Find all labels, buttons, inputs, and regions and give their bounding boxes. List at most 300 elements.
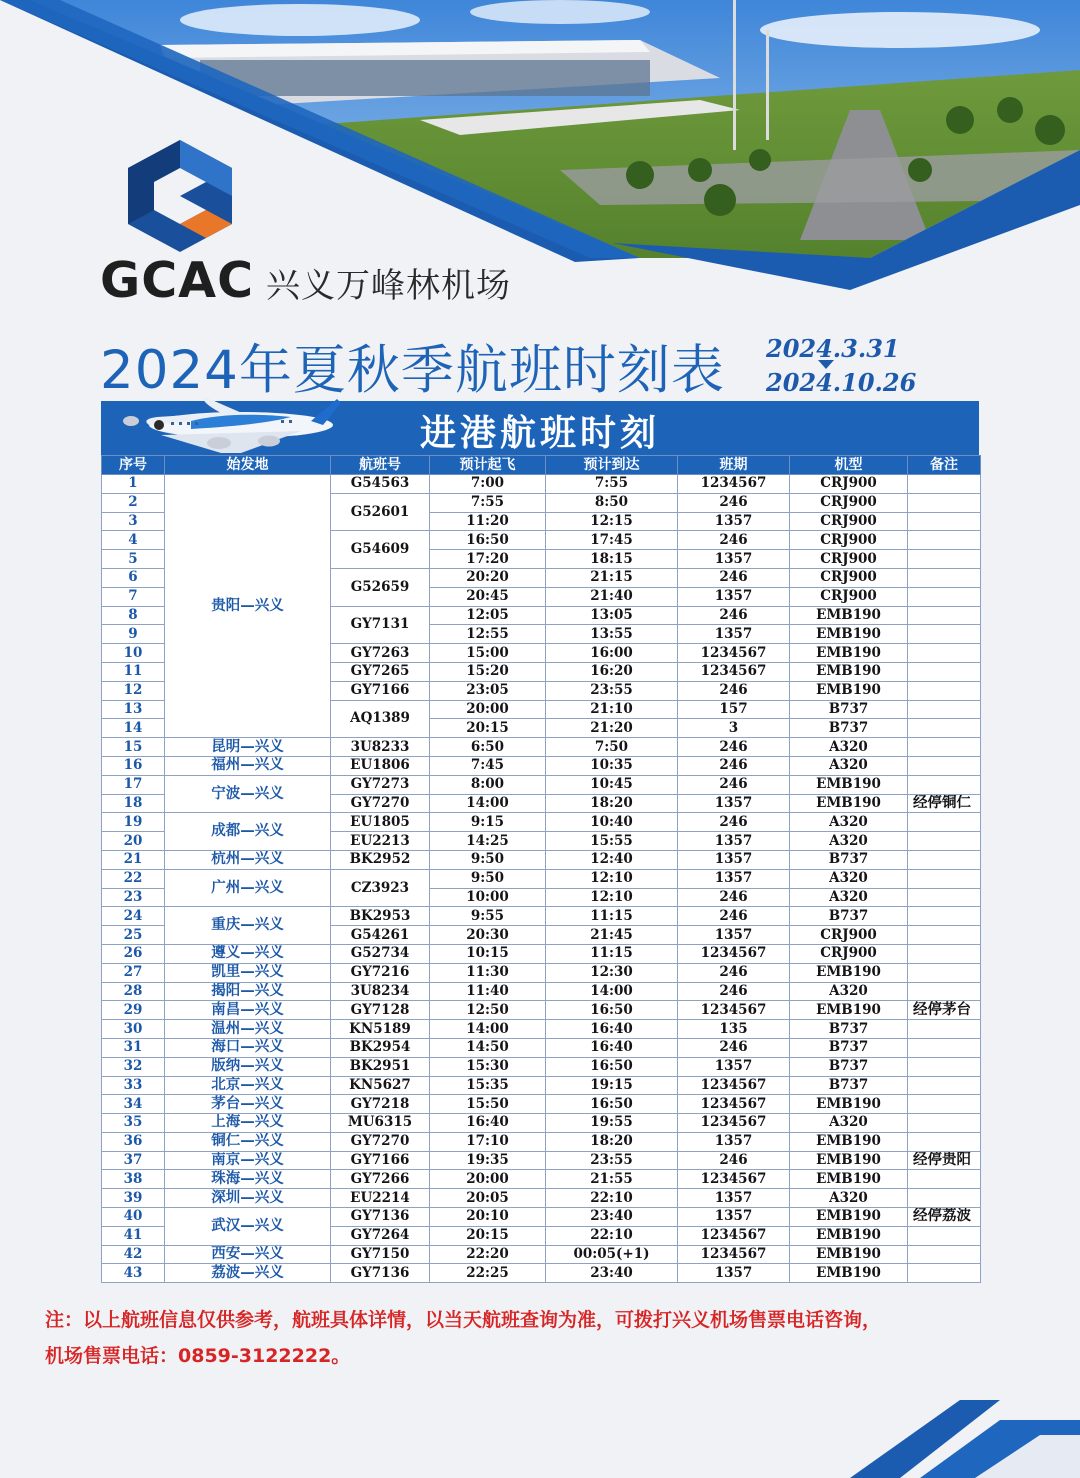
- cell-remark: [908, 850, 981, 869]
- cell-departure-time: 12:50: [430, 1001, 546, 1020]
- cell-seq: 37: [102, 1151, 165, 1170]
- cell-seq: 27: [102, 963, 165, 982]
- table-row: [102, 982, 981, 1001]
- cell-aircraft: CRJ900: [790, 568, 908, 587]
- cell-departure-time: 7:00: [430, 475, 546, 494]
- cell-remark: [908, 587, 981, 606]
- cell-origin: 茅台—兴义: [165, 1095, 331, 1114]
- cell-origin: 珠海—兴义: [165, 1170, 331, 1189]
- cell-schedule-days: 246: [678, 568, 790, 587]
- cell-seq: 38: [102, 1170, 165, 1189]
- cell-arrival-time: 22:10: [546, 1226, 678, 1245]
- cell-arrival-time: 12:10: [546, 888, 678, 907]
- cell-schedule-days: 246: [678, 606, 790, 625]
- cell-departure-time: 14:00: [430, 1020, 546, 1039]
- cell-seq: 28: [102, 982, 165, 1001]
- table-row: [102, 1095, 981, 1114]
- flight-schedule-table: [101, 455, 981, 1283]
- column-header: 始发地: [165, 456, 331, 475]
- cell-schedule-days: 246: [678, 738, 790, 757]
- cell-remark: [908, 531, 981, 550]
- cell-origin: 遵义—兴义: [165, 944, 331, 963]
- table-title: 进港航班时刻: [419, 413, 660, 454]
- cell-aircraft: CRJ900: [790, 587, 908, 606]
- cell-departure-time: 14:50: [430, 1038, 546, 1057]
- cell-departure-time: 9:50: [430, 850, 546, 869]
- cell-remark: [908, 832, 981, 851]
- cell-flight-number: GY7264: [331, 1226, 430, 1245]
- cell-aircraft: EMB190: [790, 681, 908, 700]
- cell-aircraft: EMB190: [790, 1170, 908, 1189]
- table-row: [102, 1076, 981, 1095]
- cell-flight-number: EU2214: [331, 1189, 430, 1208]
- cell-arrival-time: 23:55: [546, 1151, 678, 1170]
- cell-remark: [908, 944, 981, 963]
- cell-remark: [908, 1132, 981, 1151]
- cell-remark: [908, 512, 981, 531]
- cell-remark: 经停贵阳: [908, 1151, 981, 1170]
- cell-arrival-time: 7:50: [546, 738, 678, 757]
- cell-aircraft: EMB190: [790, 1132, 908, 1151]
- cell-departure-time: 14:25: [430, 832, 546, 851]
- cell-arrival-time: 13:55: [546, 625, 678, 644]
- cell-remark: [908, 1170, 981, 1189]
- cell-seq: 11: [102, 662, 165, 681]
- cell-departure-time: 20:15: [430, 719, 546, 738]
- cell-arrival-time: 7:55: [546, 475, 678, 494]
- cell-arrival-time: 21:55: [546, 1170, 678, 1189]
- cell-flight-number: G54563: [331, 475, 430, 494]
- table-row: [102, 475, 981, 494]
- cell-departure-time: 11:40: [430, 982, 546, 1001]
- cell-remark: [908, 982, 981, 1001]
- cell-seq: 34: [102, 1095, 165, 1114]
- cell-remark: [908, 662, 981, 681]
- cell-aircraft: A320: [790, 1114, 908, 1133]
- cell-schedule-days: 1234567: [678, 1076, 790, 1095]
- cell-arrival-time: 11:15: [546, 907, 678, 926]
- cell-departure-time: 15:35: [430, 1076, 546, 1095]
- cell-origin: 南昌—兴义: [165, 1001, 331, 1020]
- cell-arrival-time: 10:45: [546, 775, 678, 794]
- column-header: 班期: [678, 456, 790, 475]
- cell-remark: [908, 1076, 981, 1095]
- cell-aircraft: A320: [790, 888, 908, 907]
- cell-flight-number: GY7131: [331, 606, 430, 644]
- cell-flight-number: BK2953: [331, 907, 430, 926]
- cell-schedule-days: 135: [678, 1020, 790, 1039]
- cell-departure-time: 7:45: [430, 756, 546, 775]
- cell-remark: [908, 644, 981, 663]
- cell-departure-time: 20:20: [430, 568, 546, 587]
- table-row: [102, 1264, 981, 1283]
- cell-arrival-time: 19:55: [546, 1114, 678, 1133]
- cell-arrival-time: 10:40: [546, 813, 678, 832]
- cell-flight-number: GY7166: [331, 681, 430, 700]
- table-row: [102, 756, 981, 775]
- cell-arrival-time: 16:40: [546, 1038, 678, 1057]
- cell-aircraft: EMB190: [790, 794, 908, 813]
- cell-origin: 成都—兴义: [165, 813, 331, 851]
- cell-schedule-days: 1234567: [678, 1226, 790, 1245]
- cell-aircraft: B737: [790, 700, 908, 719]
- cell-remark: [908, 1245, 981, 1264]
- cell-departure-time: 10:15: [430, 944, 546, 963]
- gcac-logo-icon: [128, 140, 232, 252]
- table-row: [102, 1245, 981, 1264]
- cell-flight-number: G52601: [331, 493, 430, 531]
- cell-remark: [908, 550, 981, 569]
- cell-schedule-days: 246: [678, 531, 790, 550]
- table-row: [102, 1208, 981, 1227]
- cell-arrival-time: 21:45: [546, 926, 678, 945]
- cell-schedule-days: 246: [678, 493, 790, 512]
- cell-schedule-days: 1357: [678, 1132, 790, 1151]
- cell-departure-time: 20:45: [430, 587, 546, 606]
- column-header: 序号: [102, 456, 165, 475]
- cell-aircraft: A320: [790, 1189, 908, 1208]
- cell-schedule-days: 246: [678, 1151, 790, 1170]
- cell-schedule-days: 1234567: [678, 1095, 790, 1114]
- cell-aircraft: B737: [790, 1038, 908, 1057]
- cell-departure-time: 7:55: [430, 493, 546, 512]
- cell-aircraft: EMB190: [790, 1151, 908, 1170]
- cell-seq: 23: [102, 888, 165, 907]
- cell-remark: [908, 1264, 981, 1283]
- cell-flight-number: G52734: [331, 944, 430, 963]
- cell-aircraft: EMB190: [790, 1095, 908, 1114]
- cell-arrival-time: 12:15: [546, 512, 678, 531]
- cell-remark: [908, 475, 981, 494]
- cell-flight-number: KN5189: [331, 1020, 430, 1039]
- cell-departure-time: 8:00: [430, 775, 546, 794]
- cell-arrival-time: 18:20: [546, 1132, 678, 1151]
- cell-arrival-time: 16:50: [546, 1095, 678, 1114]
- cell-schedule-days: 1357: [678, 1189, 790, 1208]
- cell-seq: 31: [102, 1038, 165, 1057]
- cell-seq: 30: [102, 1020, 165, 1039]
- cell-seq: 17: [102, 775, 165, 794]
- cell-seq: 1: [102, 475, 165, 494]
- column-header: 备注: [908, 456, 981, 475]
- cell-seq: 22: [102, 869, 165, 888]
- cell-aircraft: EMB190: [790, 1001, 908, 1020]
- cell-departure-time: 11:30: [430, 963, 546, 982]
- cell-arrival-time: 16:20: [546, 662, 678, 681]
- cell-seq: 8: [102, 606, 165, 625]
- cell-schedule-days: 1357: [678, 1264, 790, 1283]
- cell-remark: [908, 738, 981, 757]
- cell-flight-number: MU6315: [331, 1114, 430, 1133]
- cell-aircraft: EMB190: [790, 1245, 908, 1264]
- cell-schedule-days: 1357: [678, 926, 790, 945]
- cell-seq: 26: [102, 944, 165, 963]
- cell-arrival-time: 21:20: [546, 719, 678, 738]
- logo-brand-text: GCAC: [100, 252, 255, 309]
- table-row: [102, 850, 981, 869]
- cell-seq: 25: [102, 926, 165, 945]
- table-row: [102, 1132, 981, 1151]
- cell-remark: [908, 493, 981, 512]
- cell-seq: 18: [102, 794, 165, 813]
- cell-aircraft: B737: [790, 1020, 908, 1039]
- cell-origin: 深圳—兴义: [165, 1189, 331, 1208]
- cell-remark: [908, 775, 981, 794]
- cell-remark: [908, 869, 981, 888]
- cell-seq: 39: [102, 1189, 165, 1208]
- cell-seq: 19: [102, 813, 165, 832]
- cell-schedule-days: 1357: [678, 850, 790, 869]
- cell-seq: 43: [102, 1264, 165, 1283]
- cell-arrival-time: 14:00: [546, 982, 678, 1001]
- cell-origin: 温州—兴义: [165, 1020, 331, 1039]
- cell-departure-time: 20:00: [430, 1170, 546, 1189]
- cell-schedule-days: 1357: [678, 1057, 790, 1076]
- cell-origin: 杭州—兴义: [165, 850, 331, 869]
- cell-remark: [908, 1038, 981, 1057]
- cell-departure-time: 17:20: [430, 550, 546, 569]
- cell-seq: 10: [102, 644, 165, 663]
- cell-aircraft: A320: [790, 832, 908, 851]
- cell-remark: [908, 606, 981, 625]
- cell-remark: [908, 568, 981, 587]
- cell-remark: [908, 1226, 981, 1245]
- cell-remark: [908, 1057, 981, 1076]
- cell-seq: 33: [102, 1076, 165, 1095]
- cell-remark: [908, 625, 981, 644]
- table-row: [102, 869, 981, 888]
- cell-departure-time: 9:55: [430, 907, 546, 926]
- cell-aircraft: EMB190: [790, 606, 908, 625]
- cell-schedule-days: 246: [678, 963, 790, 982]
- cell-schedule-days: 1234567: [678, 1245, 790, 1264]
- disclaimer-note: 注：以上航班信息仅供参考，航班具体详情，以当天航班查询为准，可拨打兴义机场售票电话咨询，: [45, 1309, 882, 1331]
- cell-remark: [908, 1020, 981, 1039]
- table-row: [102, 738, 981, 757]
- cell-origin: 铜仁—兴义: [165, 1132, 331, 1151]
- cell-departure-time: 11:20: [430, 512, 546, 531]
- table-row: [102, 907, 981, 926]
- cell-aircraft: EMB190: [790, 775, 908, 794]
- cell-departure-time: 15:30: [430, 1057, 546, 1076]
- cell-arrival-time: 19:15: [546, 1076, 678, 1095]
- cell-remark: [908, 1095, 981, 1114]
- cell-departure-time: 19:35: [430, 1151, 546, 1170]
- cell-origin: 武汉—兴义: [165, 1208, 331, 1246]
- cell-arrival-time: 23:40: [546, 1264, 678, 1283]
- cell-aircraft: A320: [790, 982, 908, 1001]
- cell-schedule-days: 1357: [678, 869, 790, 888]
- cell-flight-number: EU1806: [331, 756, 430, 775]
- cell-remark: 经停茅台: [908, 1001, 981, 1020]
- cell-departure-time: 23:05: [430, 681, 546, 700]
- table-row: [102, 1114, 981, 1133]
- cell-aircraft: A320: [790, 813, 908, 832]
- cell-flight-number: GY7166: [331, 1151, 430, 1170]
- cell-flight-number: BK2954: [331, 1038, 430, 1057]
- cell-aircraft: A320: [790, 738, 908, 757]
- cell-origin: 凯里—兴义: [165, 963, 331, 982]
- column-header: 预计到达: [546, 456, 678, 475]
- cell-flight-number: EU1805: [331, 813, 430, 832]
- cell-seq: 7: [102, 587, 165, 606]
- cell-seq: 2: [102, 493, 165, 512]
- cell-departure-time: 20:10: [430, 1208, 546, 1227]
- cell-arrival-time: 21:10: [546, 700, 678, 719]
- cell-aircraft: EMB190: [790, 644, 908, 663]
- cell-origin: 西安—兴义: [165, 1245, 331, 1264]
- cell-departure-time: 14:00: [430, 794, 546, 813]
- cell-schedule-days: 1357: [678, 512, 790, 531]
- cell-remark: 经停荔波: [908, 1208, 981, 1227]
- cell-schedule-days: 3: [678, 719, 790, 738]
- cell-aircraft: EMB190: [790, 1226, 908, 1245]
- date-range-end: 2024.10.26: [766, 368, 917, 397]
- cell-departure-time: 20:00: [430, 700, 546, 719]
- cell-origin: 福州—兴义: [165, 756, 331, 775]
- cell-origin: 荔波—兴义: [165, 1264, 331, 1283]
- cell-departure-time: 12:55: [430, 625, 546, 644]
- cell-departure-time: 15:20: [430, 662, 546, 681]
- cell-origin: 揭阳—兴义: [165, 982, 331, 1001]
- cell-origin: 宁波—兴义: [165, 775, 331, 813]
- cell-aircraft: A320: [790, 756, 908, 775]
- page-title: 2024年夏秋季航班时刻表: [100, 340, 725, 401]
- table-row: [102, 1001, 981, 1020]
- airport-name: 兴义万峰林机场: [266, 266, 511, 306]
- cell-flight-number: G52659: [331, 568, 430, 606]
- cell-schedule-days: 1357: [678, 587, 790, 606]
- cell-aircraft: CRJ900: [790, 926, 908, 945]
- cell-flight-number: GY7216: [331, 963, 430, 982]
- cell-remark: [908, 1114, 981, 1133]
- cell-arrival-time: 23:40: [546, 1208, 678, 1227]
- cell-schedule-days: 1357: [678, 1208, 790, 1227]
- cell-aircraft: EMB190: [790, 662, 908, 681]
- cell-remark: [908, 756, 981, 775]
- cell-origin: 广州—兴义: [165, 869, 331, 907]
- cell-origin: 版纳—兴义: [165, 1057, 331, 1076]
- cell-seq: 12: [102, 681, 165, 700]
- cell-arrival-time: 16:00: [546, 644, 678, 663]
- cell-seq: 40: [102, 1208, 165, 1227]
- cell-aircraft: EMB190: [790, 1264, 908, 1283]
- table-row: [102, 775, 981, 794]
- cell-aircraft: A320: [790, 869, 908, 888]
- table-row: [102, 1170, 981, 1189]
- cell-seq: 29: [102, 1001, 165, 1020]
- cell-remark: [908, 1189, 981, 1208]
- cell-aircraft: B737: [790, 850, 908, 869]
- cell-flight-number: KN5627: [331, 1076, 430, 1095]
- cell-flight-number: AQ1389: [331, 700, 430, 738]
- cell-aircraft: B737: [790, 1076, 908, 1095]
- cell-seq: 14: [102, 719, 165, 738]
- cell-departure-time: 22:20: [430, 1245, 546, 1264]
- cell-seq: 36: [102, 1132, 165, 1151]
- cell-schedule-days: 1357: [678, 550, 790, 569]
- cell-aircraft: CRJ900: [790, 493, 908, 512]
- cell-arrival-time: 12:30: [546, 963, 678, 982]
- cell-flight-number: GY7218: [331, 1095, 430, 1114]
- cell-departure-time: 6:50: [430, 738, 546, 757]
- cell-remark: [908, 813, 981, 832]
- cell-departure-time: 20:15: [430, 1226, 546, 1245]
- cell-aircraft: B737: [790, 907, 908, 926]
- cell-seq: 9: [102, 625, 165, 644]
- cell-aircraft: B737: [790, 1057, 908, 1076]
- cell-seq: 6: [102, 568, 165, 587]
- cell-flight-number: BK2952: [331, 850, 430, 869]
- cell-schedule-days: 1357: [678, 794, 790, 813]
- cell-schedule-days: 246: [678, 775, 790, 794]
- cell-seq: 16: [102, 756, 165, 775]
- cell-origin: 重庆—兴义: [165, 907, 331, 945]
- cell-flight-number: EU2213: [331, 832, 430, 851]
- cell-remark: [908, 888, 981, 907]
- cell-flight-number: 3U8234: [331, 982, 430, 1001]
- cell-arrival-time: 15:55: [546, 832, 678, 851]
- column-header: 预计起飞: [430, 456, 546, 475]
- cell-flight-number: GY7273: [331, 775, 430, 794]
- cell-schedule-days: 246: [678, 907, 790, 926]
- cell-departure-time: 17:10: [430, 1132, 546, 1151]
- cell-departure-time: 9:15: [430, 813, 546, 832]
- date-range-start: 2024.3.31: [766, 334, 900, 363]
- cell-departure-time: 16:40: [430, 1114, 546, 1133]
- cell-flight-number: G54609: [331, 531, 430, 569]
- cell-aircraft: CRJ900: [790, 550, 908, 569]
- cell-arrival-time: 23:55: [546, 681, 678, 700]
- cell-flight-number: G54261: [331, 926, 430, 945]
- cell-flight-number: GY7136: [331, 1264, 430, 1283]
- cell-arrival-time: 11:15: [546, 944, 678, 963]
- cell-remark: [908, 907, 981, 926]
- cell-remark: [908, 700, 981, 719]
- cell-arrival-time: 18:15: [546, 550, 678, 569]
- cell-schedule-days: 1234567: [678, 475, 790, 494]
- table-row: [102, 1189, 981, 1208]
- cell-schedule-days: 246: [678, 813, 790, 832]
- cell-flight-number: BK2951: [331, 1057, 430, 1076]
- corner-decoration: [0, 1380, 1080, 1478]
- table-header-row: [102, 456, 981, 475]
- cell-origin: 海口—兴义: [165, 1038, 331, 1057]
- cell-aircraft: CRJ900: [790, 944, 908, 963]
- cell-arrival-time: 00:05(+1): [546, 1245, 678, 1264]
- cell-flight-number: GY7150: [331, 1245, 430, 1264]
- cell-flight-number: GY7270: [331, 794, 430, 813]
- cell-schedule-days: 1234567: [678, 1170, 790, 1189]
- cell-aircraft: CRJ900: [790, 512, 908, 531]
- cell-departure-time: 20:05: [430, 1189, 546, 1208]
- cell-origin: 南京—兴义: [165, 1151, 331, 1170]
- cell-departure-time: 15:50: [430, 1095, 546, 1114]
- cell-departure-time: 15:00: [430, 644, 546, 663]
- cell-seq: 35: [102, 1114, 165, 1133]
- cell-seq: 13: [102, 700, 165, 719]
- table-row: [102, 1038, 981, 1057]
- cell-arrival-time: 16:50: [546, 1001, 678, 1020]
- cell-remark: [908, 963, 981, 982]
- table-row: [102, 944, 981, 963]
- cell-arrival-time: 17:45: [546, 531, 678, 550]
- cell-flight-number: CZ3923: [331, 869, 430, 907]
- cell-aircraft: EMB190: [790, 625, 908, 644]
- cell-seq: 5: [102, 550, 165, 569]
- cell-seq: 20: [102, 832, 165, 851]
- cell-arrival-time: 13:05: [546, 606, 678, 625]
